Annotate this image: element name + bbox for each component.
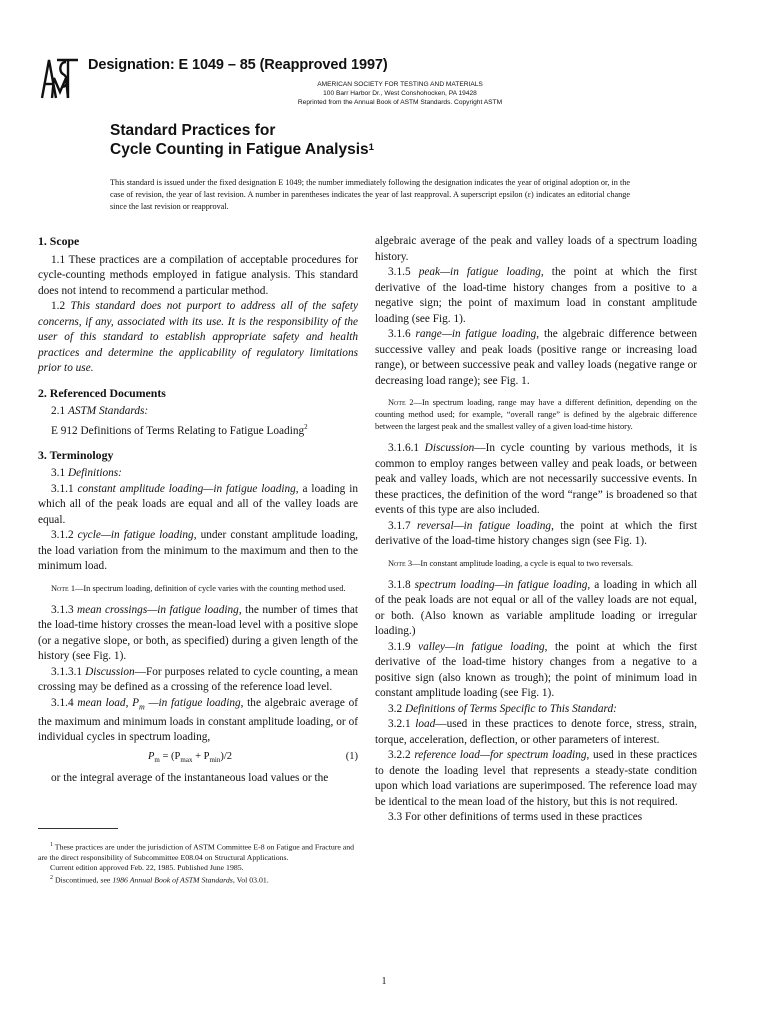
footnote-2: $^2$ Discontinued, see 1986 Annual Book of ASTM Standards, Vol 03.01. — [50, 875, 269, 885]
para-3-2-1: 3.2.1 load—used in these practices to denote force, stress, strain, torque, acceleration, deflection, or other parameters of interest. — [375, 718, 698, 746]
document-title — [110, 121, 374, 159]
reference-e912: E 912 Definitions of Terms Relating to Fatigue Loading$^2$ — [51, 422, 308, 437]
para-1-2: 1.2 This standard does not purport to address all of the safety concerns, if any, associated with its use. It is the responsibility of the user of this standard to establish appropriate safety and health practices and determine the applicability of regulatory limitations prior to use. — [38, 300, 358, 374]
footnote-rule — [38, 828, 118, 829]
org-address: 100 Barr Harbor Dr., West Conshohocken, PA 19428 — [323, 90, 477, 98]
para-3-1-8: 3.1.8 spectrum loading—in fatigue loading, a loading in which all of the peak loads are not equal or all of the valley loads are not equal, or both. (Also known as variable amplitude loading or irregular loading.) — [375, 578, 698, 637]
left-column — [38, 234, 358, 787]
title-line-1: Standard Practices for — [110, 122, 276, 139]
para-3-1-2: 3.1.2 cycle—in fatigue loading, under constant amplitude loading, the load variation from the minimum to the maximum and then to the minimum load. — [38, 529, 358, 573]
astm-logo — [38, 54, 82, 102]
para-3-1-3-1: 3.1.3.1 Discussion—For purposes related to cycle counting, a mean crossing may be defined as a crossing of the reference load level. — [38, 665, 359, 694]
note-1: Note 1—In spectrum loading, definition of cycle varies with the counting method used. — [51, 583, 346, 593]
section-terminology-heading: 3. Terminology — [38, 447, 114, 462]
title-footnote-mark: 1 — [368, 142, 374, 153]
footnotes — [38, 840, 363, 886]
right-column — [375, 234, 697, 826]
para-3-1-7: 3.1.7 reversal—in fatigue loading, the point at which the first derivative of the load-time history changes sign (see Fig. 1). — [375, 519, 697, 547]
equation-1 — [38, 749, 358, 769]
para-3-1-1: 3.1.1 constant amplitude loading—in fatigue loading, a loading in which all of the peak loads are equal and all of the valley loads are equal. — [38, 482, 358, 526]
para-3-1-3: 3.1.3 mean crossings—in fatigue loading, the number of times that the load-time history crosses the mean-load level with a positive slope (or a negative slope, or both, as specified) during a given length of the history (see Fig. 1). — [38, 603, 359, 663]
equation-number: (1) — [345, 750, 358, 762]
equation-body: $P_m = (P_{max} + P_{min})/2$ — [148, 750, 233, 764]
section-scope-heading: 1. Scope — [38, 234, 80, 248]
para-3-1-6: 3.1.6 range—in fatigue loading, the algebraic difference between successive valley and peak loads (positive range or increasing load range), or between successive peak and valley loads (negative range or decreasing load range); see Fig. 1. — [375, 328, 697, 387]
para-1-1: 1.1 These practices are a compilation of acceptable procedures for cycle-counting methods employed in fatigue analysis. This standard does not intend to recommend a particular method. — [38, 253, 358, 297]
note-3: Note 3—In constant amplitude loading, a cycle is equal to two reversals. — [388, 558, 633, 568]
publisher-block — [200, 80, 600, 108]
para-3-3: 3.3 For other definitions of terms used in these practices — [388, 811, 643, 823]
designation: Designation: E 1049 – 85 (Reapproved 1997) — [88, 57, 388, 73]
para-after-equation: or the integral average of the instantaneous load values or the — [51, 772, 329, 785]
issuance-note: This standard is issued under the fixed designation E 1049; the number immediately following the designation indicates the year of original adoption or, in the case of revision, the year of last revision. A number in parentheses indicates the year of last reapproval. A superscript epsilon (ε) indicates an editorial change since the last revision or reapproval. — [110, 178, 630, 211]
para-3-1-5: 3.1.5 peak—in fatigue loading, the point at which the first derivative of the load-time history changes from a positive to a negative sign; the point of maximum load in constant amplitude loading (see Fig. 1). — [375, 266, 698, 325]
para-3-2-2: 3.2.2 reference load—for spectrum loading, used in these practices to denote the loading level that represents a steady-state condition upon which load variations are superimposed. The reference load may be identical to the mean load of the history, but this is not required. — [375, 749, 698, 808]
section-referenced-documents-heading: 2. Referenced Documents — [38, 385, 166, 400]
page-number: 1 — [381, 976, 387, 987]
footnote-1-dates: Current edition approved Feb. 22, 1985. Published June 1985. — [50, 863, 244, 872]
org-name: AMERICAN SOCIETY FOR TESTING AND MATERIALS — [317, 81, 483, 88]
para-continuation: algebraic average of the peak and valley loads of a spectrum loading history. — [375, 235, 697, 263]
para-3-2: 3.2 Definitions of Terms Specific to This Standard: — [388, 702, 617, 715]
note-2: Note 2—In spectrum loading, range may have a different definition, depending on the counting method used; for example, “overall range” is defined by the algebraic difference between the largest peak and the smallest valley of a given load-time history. — [375, 398, 697, 431]
para-3-1-4: 3.1.4 mean load, $P_m$ —in fatigue loading, the algebraic average of the maximum and minimum loads in constant amplitude loading, or of individual cycles in spectrum loading, — [38, 696, 359, 744]
para-3-1-6-1: 3.1.6.1 Discussion—In cycle counting by various methods, it is common to employ ranges between valley and peak loads, or between peak and valley loads, which are not necessarily successive events. In these practices, the definition of the word “range” is broadened so that events of this type are also included. — [375, 442, 698, 516]
para-2-1: 2.1 ASTM Standards: — [51, 405, 149, 417]
para-3-1-9: 3.1.9 valley—in fatigue loading, the point at which the first derivative of the load-time history changes from a negative to a positive sign (also known as trough); the point of minimum load in constant amplitude loading (see Fig. 1). — [375, 640, 698, 699]
title-line-2: Cycle Counting in Fatigue Analysis$^1$ — [110, 141, 374, 158]
footnote-1: $^1$ These practices are under the jurisdiction of ASTM Committee E-8 on Fatigue and Fracture and are the direct responsibility of Subcommittee E08.04 on Structural Applications. — [38, 842, 355, 862]
para-3-1: 3.1 Definitions: — [51, 467, 122, 480]
reprint-line: Reprinted from the Annual Book of ASTM Standards. Copyright ASTM — [297, 99, 503, 107]
